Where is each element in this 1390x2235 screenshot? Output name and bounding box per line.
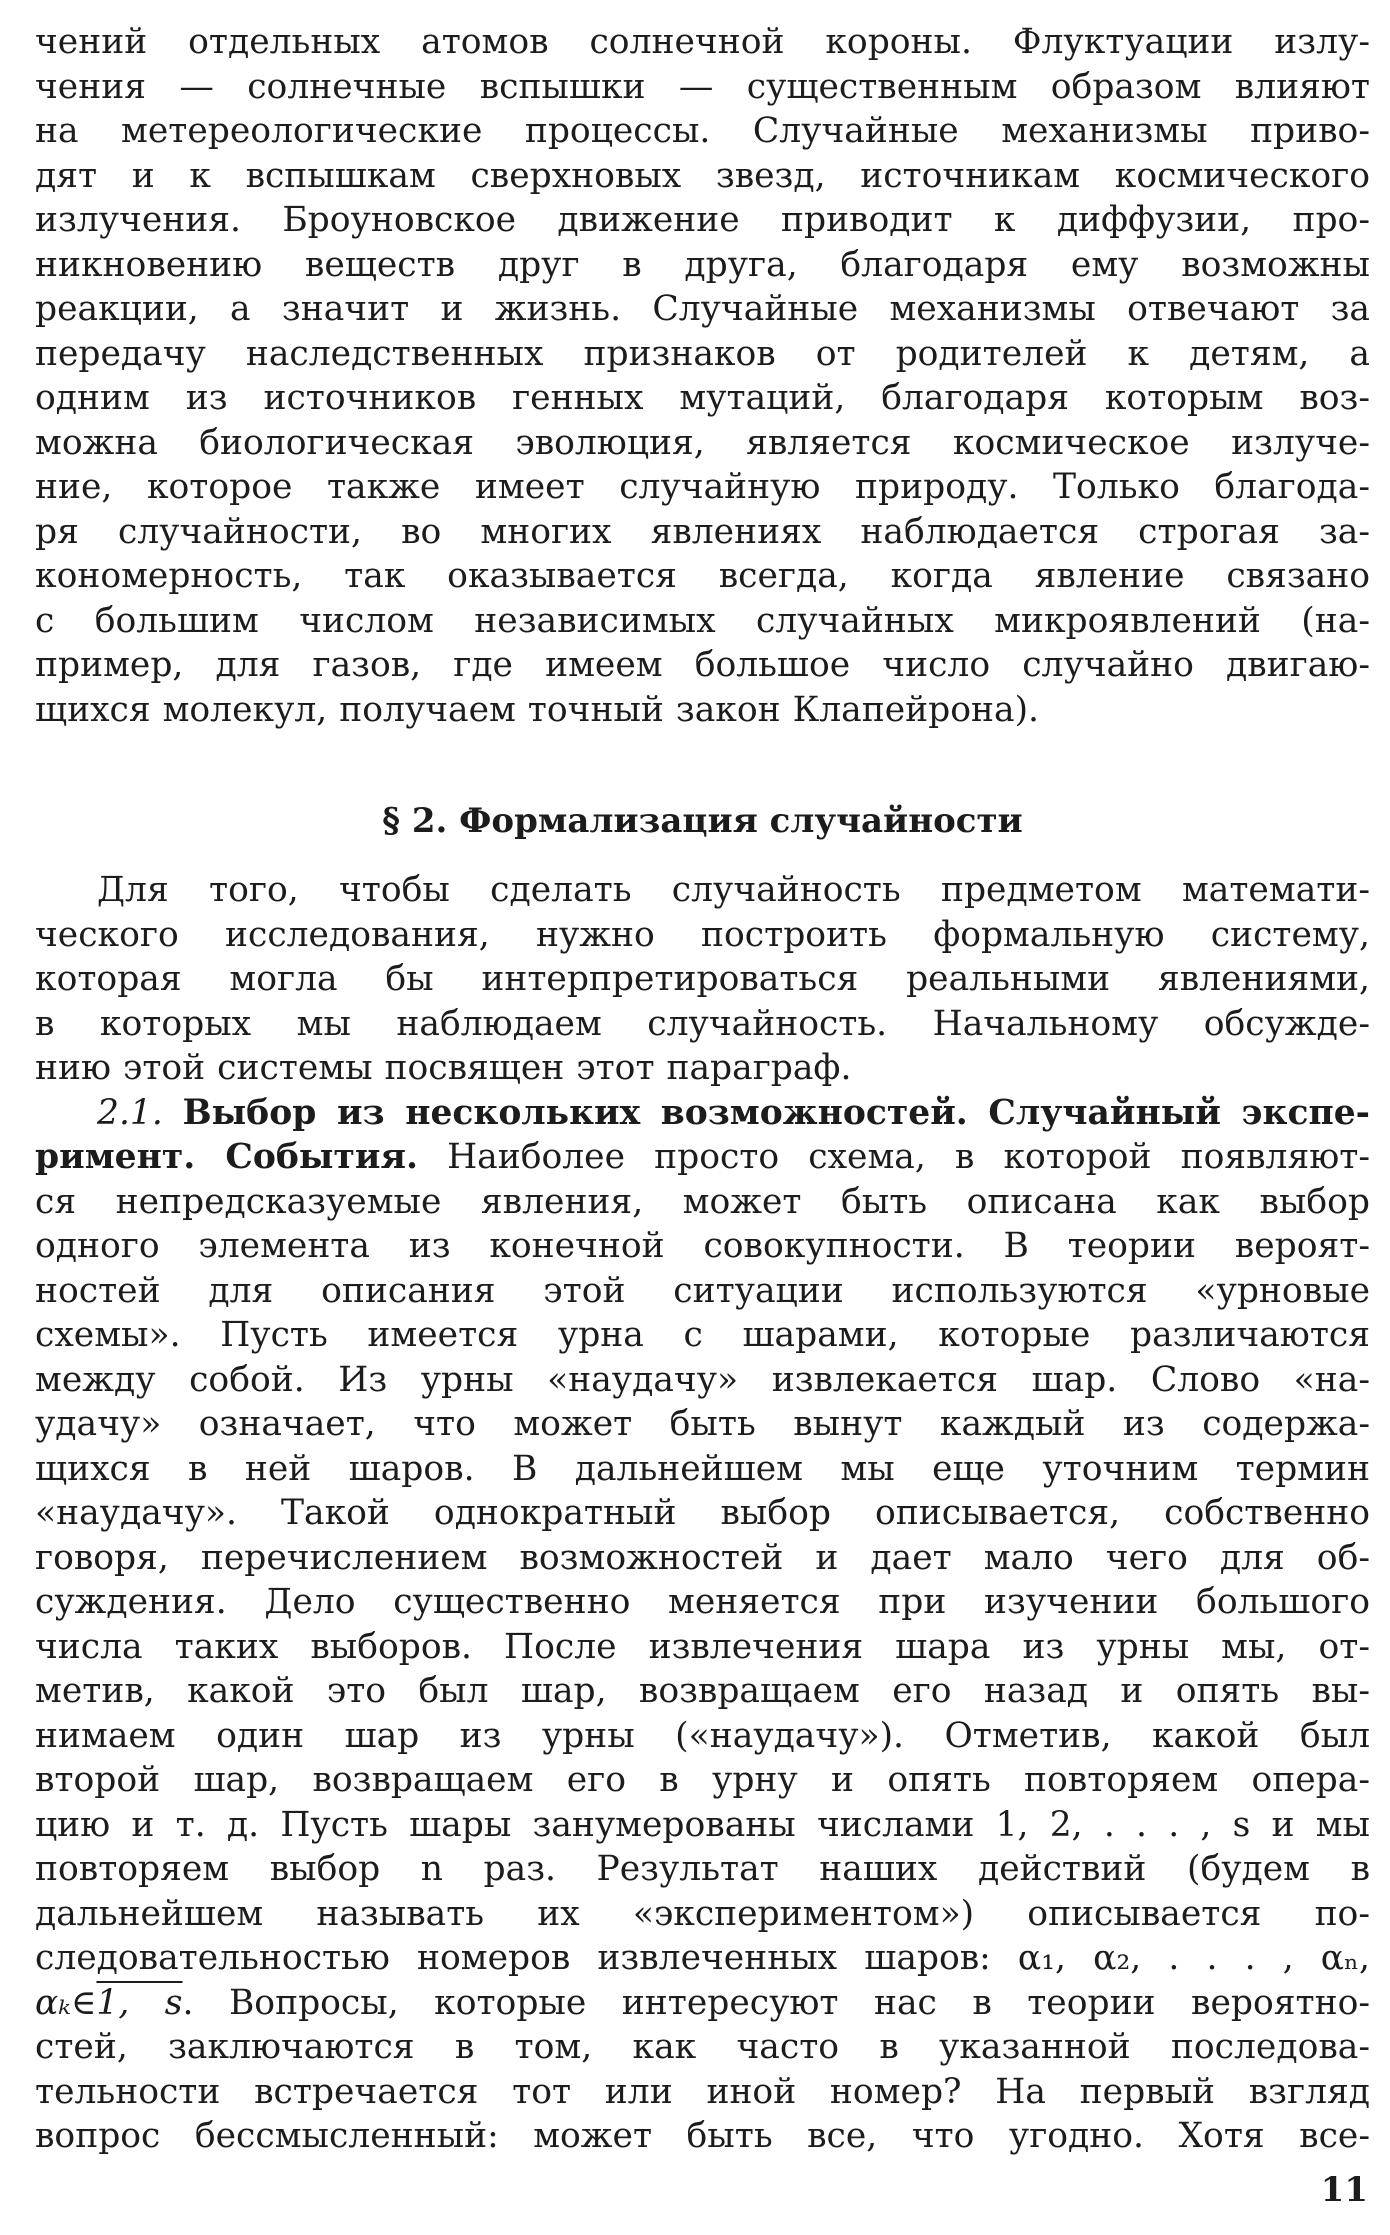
subsection-title-part1: Выбор из нескольких возможностей. Случайный экспе- [182,1092,1370,1133]
section-intro-text-line: ческого исследования, нужно построить формальную систему, [35,914,1370,955]
section-intro-text-line: которая могла бы интерпретироваться реальными явлениями, [35,959,1370,999]
subsection-text-line: ся непредсказуемые явления, может быть описана как выбор [35,1181,1370,1222]
subsection-body-lines [35,1180,1370,1981]
subsection-text-line: схемы». Пусть имеется урна с шарами, которые различаются [35,1315,1370,1355]
subsection-text-line: метив, какой это был шар, возвращаем его назад и опять вы- [35,1671,1370,1711]
subsection-title-line-2 [35,1135,1370,1180]
subsection-number: 2.1. [97,1092,163,1133]
subsection-closing-text-line: тельности встречается тот или иной номер? На первый взгляд [35,2071,1370,2112]
intro-text-line: излучения. Броуновское движение приводит к диффузии, про- [35,200,1370,240]
intro-text-line: дят и к вспышкам сверхновых звезд, источникам космического [35,155,1370,196]
subsection-closing-text-line: вопрос бессмысленный: может быть все, что угодно. Хотя все- [35,2116,1370,2156]
subsection-closing-lines [35,2025,1370,2159]
subsection-text-line: числа таких выборов. После извлечения шара из урны мы, от- [35,1626,1370,1667]
subsection-text-line: ностей для описания этой ситуации используются «урновые [35,1270,1370,1311]
intro-text-line: передачу наследственных признаков от родителей к детям, а [35,333,1370,374]
intro-paragraph [35,20,1370,732]
intro-text-line: можна биологическая эволюция, является космическое излуче- [35,422,1370,463]
intro-text-line: кономерность, так оказывается всегда, когда явление связано [35,556,1370,596]
subsection-first-line-rest: Наиболее просто схема, в которой появляют- [447,1137,1370,1177]
section-intro-text-line: Для того, чтобы сделать случайность предметом математи- [97,870,1370,910]
subsection-text-line: второй шар, возвращаем его в урну и опять повторяем опера- [35,1760,1370,1800]
intro-text-line: щихся молекул, получаем точный закон Клапейрона). [35,689,1040,730]
subsection-title-part2: римент. События. [35,1137,418,1177]
intro-text-line: пример, для газов, где имеем большое число случайно двигаю- [35,645,1370,685]
subsection-text-line: суждения. Дело существенно меняется при изучении большого [35,1582,1370,1622]
intro-text-line: с большим числом независимых случайных микроявлений (на- [35,600,1370,641]
subsection-paragraph [35,1091,1370,2159]
intro-text-line: ние, которое также имеет случайную природу. Только благода- [35,467,1370,507]
subsection-text-line: повторяем выбор n раз. Результат наших действий (будем в [35,1849,1370,1889]
formula-prefix: αₖ∈ [35,1982,97,2023]
subsection-text-line: «наудачу». Такой однократный выбор описывается, собственно [35,1493,1370,1533]
subsection-text-line: между собой. Из урны «наудачу» извлекается шар. Слово «на- [35,1359,1370,1400]
section-intro-text-line: в которых мы наблюдаем случайность. Начальному обсужде- [35,1003,1370,1044]
formula-range: 1, s [96,1982,183,2023]
section-intro-text-line: нию этой системы посвящен этот параграф. [35,1048,852,1088]
section-intro-paragraph [35,868,1370,1091]
section-heading: § 2. Формализация случайности [382,801,1023,841]
subsection-text-line: говоря, перечислением возможностей и дает мало чего для об- [35,1537,1370,1578]
intro-text-line: ря случайности, во многих явлениях наблюдается строгая за- [35,511,1370,552]
subsection-text-line: удачу» означает, что может быть вынут каждый из содержа- [35,1404,1370,1444]
subsection-title-line [35,1091,1370,1136]
subsection-text-line: нимаем один шар из урны («наудачу»). Отметив, какой был [35,1715,1370,1756]
formula-line-rest: . Вопросы, которые интересуют нас в теории вероятно- [182,1982,1370,2023]
intro-text-line: реакции, а значит и жизнь. Случайные механизмы отвечают за [35,289,1370,329]
intro-text-line: чения — солнечные вспышки — существенным образом влияют [35,66,1370,107]
subsection-text-line: следовательностью номеров извлеченных шаров: α₁, α₂, . . . , αₙ, [35,1938,1370,1978]
subsection-text-line: цию и т. д. Пусть шары занумерованы числами 1, 2, . . . , s и мы [35,1804,1370,1845]
formula-line [35,1981,1370,2026]
intro-text-line: одним из источников генных мутаций, благодаря которым воз- [35,378,1370,418]
intro-text-line: на метереологические процессы. Случайные механизмы приво- [35,111,1370,151]
subsection-closing-text-line: стей, заключаются в том, как часто в указанной последова- [35,2027,1370,2067]
intro-text-line: никновению веществ друг в друга, благодаря ему возможны [35,244,1370,285]
subsection-text-line: одного элемента из конечной совокупности. В теории вероят- [35,1226,1370,1266]
subsection-text-line: щихся в ней шаров. В дальнейшем мы еще уточним термин [35,1448,1370,1489]
subsection-text-line: дальнейшем называть их «экспериментом») описывается по- [35,1893,1370,1934]
intro-text-line: чений отдельных атомов солнечной короны. Флуктуации излу- [35,22,1370,62]
page-number: 11 [1320,2170,1368,2210]
